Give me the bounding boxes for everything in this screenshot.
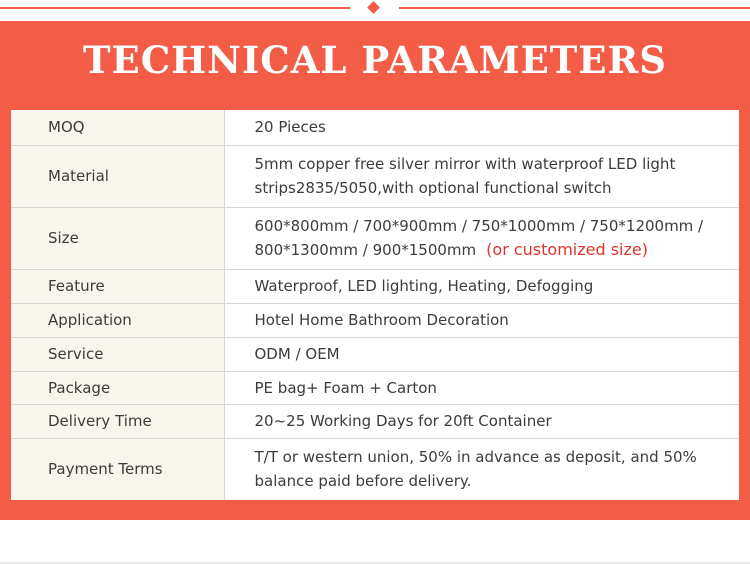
row-label: Application: [11, 303, 224, 337]
row-label: Size: [11, 207, 224, 269]
row-label: Delivery Time: [11, 404, 224, 438]
row-value: T/T or western union, 50% in advance as deposit, and 50% balance paid before delivery.: [254, 448, 697, 491]
parameters-table: [11, 110, 739, 500]
divider-right: [399, 7, 750, 9]
table-row: [11, 438, 739, 500]
table-row: [11, 371, 739, 404]
divider-left: [0, 7, 350, 9]
row-label: Feature: [11, 269, 224, 303]
row-value: 20~25 Working Days for 20ft Container: [224, 404, 739, 438]
row-label: Payment Terms: [11, 438, 224, 500]
custom-size-note: (or customized size): [486, 240, 648, 259]
diamond-icon: [367, 1, 380, 14]
row-value: 20 Pieces: [224, 110, 739, 145]
table-row: [11, 145, 739, 207]
table-row: [11, 110, 739, 145]
row-value: [224, 207, 739, 269]
table-row: [11, 404, 739, 438]
row-label: MOQ: [11, 110, 224, 145]
top-decoration: [0, 0, 750, 21]
page-title: TECHNICAL PARAMETERS: [83, 38, 667, 82]
table-row: [11, 303, 739, 337]
row-value: ODM / OEM: [224, 337, 739, 371]
row-label: Service: [11, 337, 224, 371]
row-label: Package: [11, 371, 224, 404]
row-value: PE bag+ Foam + Carton: [224, 371, 739, 404]
size-list: 600*800mm / 700*900mm / 750*1000mm / 750*1200mm / 800*1300mm / 900*1500mm: [254, 217, 704, 259]
row-value: 5mm copper free silver mirror with waterproof LED light strips2835/5050,with optional functional switch: [224, 145, 739, 207]
row-value: Hotel Home Bathroom Decoration: [224, 303, 739, 337]
table-row: [11, 337, 739, 371]
table-row: [11, 269, 739, 303]
table-row: [11, 207, 739, 269]
row-value: Waterproof, LED lighting, Heating, Defogging: [224, 269, 739, 303]
row-label: Material: [11, 145, 224, 207]
